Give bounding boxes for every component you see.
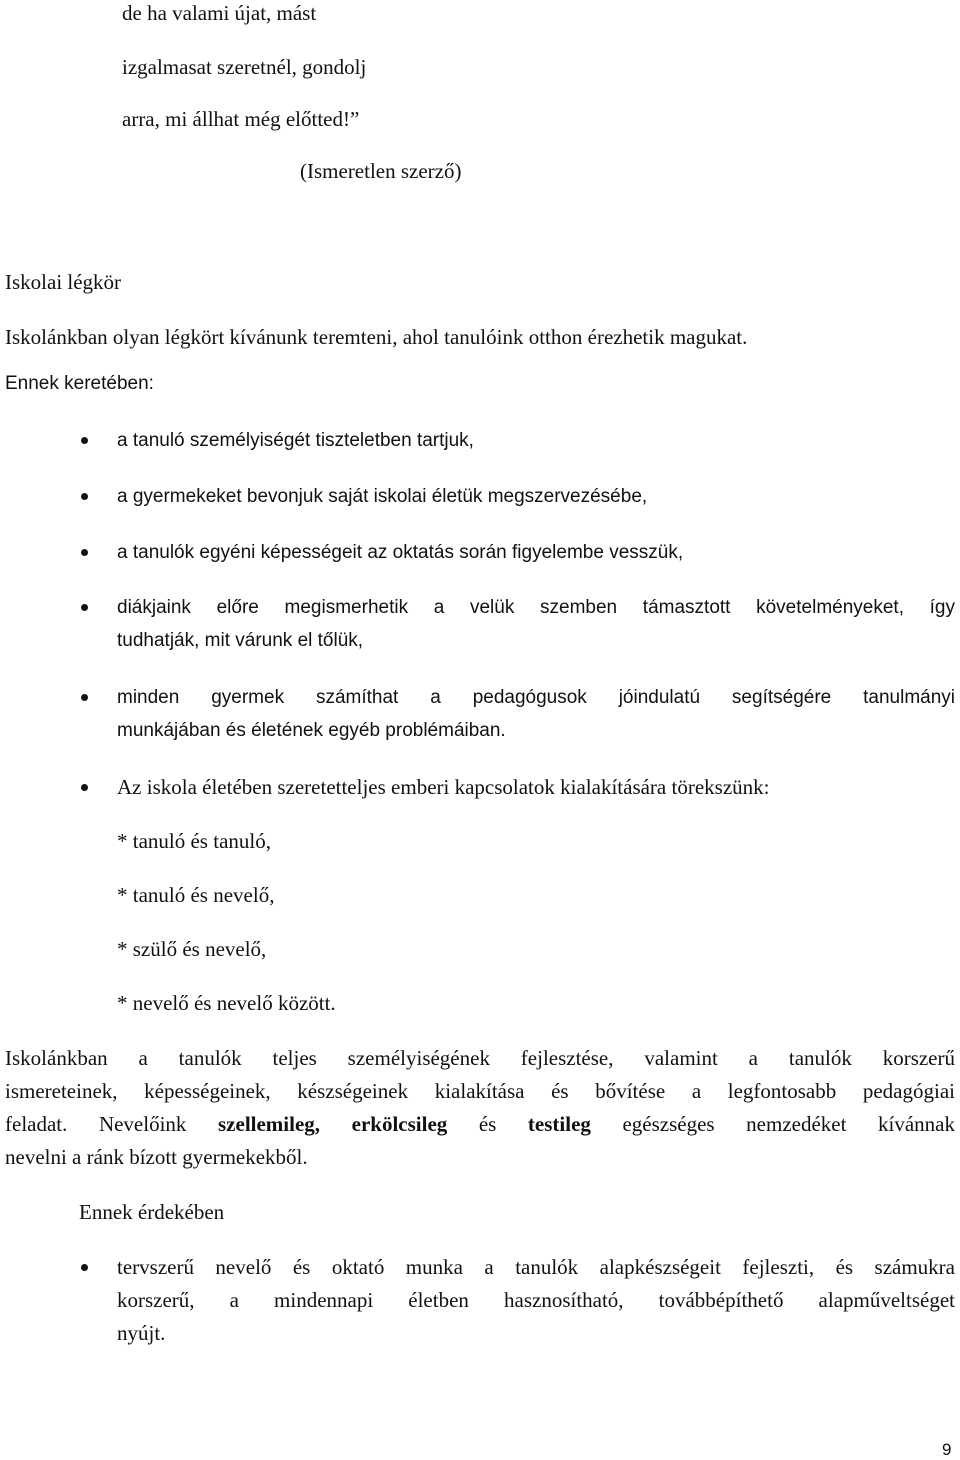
list-item-line: nyújt. bbox=[117, 1321, 166, 1345]
bullet-icon bbox=[81, 604, 88, 611]
list-item-line: tudhatják, mit várunk el tőlük, bbox=[117, 630, 364, 651]
bullet-icon bbox=[81, 694, 88, 701]
paragraph-line: ismereteinek, képességeinek, készségeinek kialakítása és bővítése a legfontosabb pedagógiai bbox=[5, 1079, 955, 1103]
emphasis-text: szellemileg, bbox=[218, 1112, 321, 1136]
list-item: a tanulók egyéni képességeit az oktatás során figyelembe vesszük, bbox=[117, 542, 684, 563]
relations-item: * szülő és nevelő, bbox=[117, 937, 267, 961]
relations-item: * tanuló és tanuló, bbox=[117, 829, 271, 853]
paragraph-line bbox=[5, 1114, 955, 1135]
paragraph-line: nevelni a ránk bízott gyermekekből. bbox=[5, 1145, 308, 1169]
bullet-icon bbox=[81, 437, 88, 444]
intro-line: Ennek keretében: bbox=[5, 373, 154, 394]
list-item-line: diákjaink előre megismerhetik a velük szemben támasztott követelményeket, így bbox=[117, 597, 955, 618]
paragraph-text: és bbox=[447, 1112, 528, 1136]
bullet-icon bbox=[81, 549, 88, 556]
paragraph-text: egészséges nemzedéket kívánnak bbox=[590, 1112, 955, 1136]
bullet-icon bbox=[81, 493, 88, 500]
list-item-line: tervszerű nevelő és oktató munka a tanulók alapkészségeit fejleszti, és számukra bbox=[117, 1255, 955, 1279]
quote-author: (Ismeretlen szerző) bbox=[300, 159, 462, 183]
subhead: Ennek érdekében bbox=[79, 1200, 225, 1224]
relations-item: * nevelő és nevelő között. bbox=[117, 991, 336, 1015]
quote-line: izgalmasat szeretnél, gondolj bbox=[122, 55, 367, 79]
quote-line: arra, mi állhat még előtted!” bbox=[122, 107, 360, 131]
bullet-icon bbox=[81, 784, 88, 791]
list-item: a gyermekeket bevonjuk saját iskolai életük megszervezésébe, bbox=[117, 486, 648, 507]
intro-line: Iskolánkban olyan légkört kívánunk teremteni, ahol tanulóink otthon érezhetik magukat. bbox=[5, 325, 748, 349]
section-title: Iskolai légkör bbox=[5, 270, 122, 294]
bullet-icon bbox=[81, 1264, 88, 1271]
paragraph-text: feladat. Nevelőink bbox=[5, 1112, 218, 1136]
list-item-line: korszerű, a mindennapi életben hasznosítható, továbbépíthető alapműveltséget bbox=[117, 1288, 955, 1312]
emphasis-text: erkölcsileg bbox=[351, 1112, 448, 1136]
list-item-line: minden gyermek számíthat a pedagógusok jóindulatú segítségére tanulmányi bbox=[117, 687, 955, 708]
quote-line: de ha valami újat, mást bbox=[122, 1, 317, 25]
page-number: 9 bbox=[942, 1440, 952, 1459]
paragraph-line: Iskolánkban a tanulók teljes személyiségének fejlesztése, valamint a tanulók korszerű bbox=[5, 1046, 955, 1070]
list-item: a tanuló személyiségét tiszteletben tartjuk, bbox=[117, 430, 474, 451]
list-item-line: munkájában és életének egyéb problémáiban. bbox=[117, 720, 506, 741]
relations-lead: Az iskola életében szeretetteljes emberi kapcsolatok kialakítására törekszünk: bbox=[117, 775, 770, 799]
emphasis-text: testileg bbox=[527, 1112, 591, 1136]
relations-item: * tanuló és nevelő, bbox=[117, 883, 275, 907]
